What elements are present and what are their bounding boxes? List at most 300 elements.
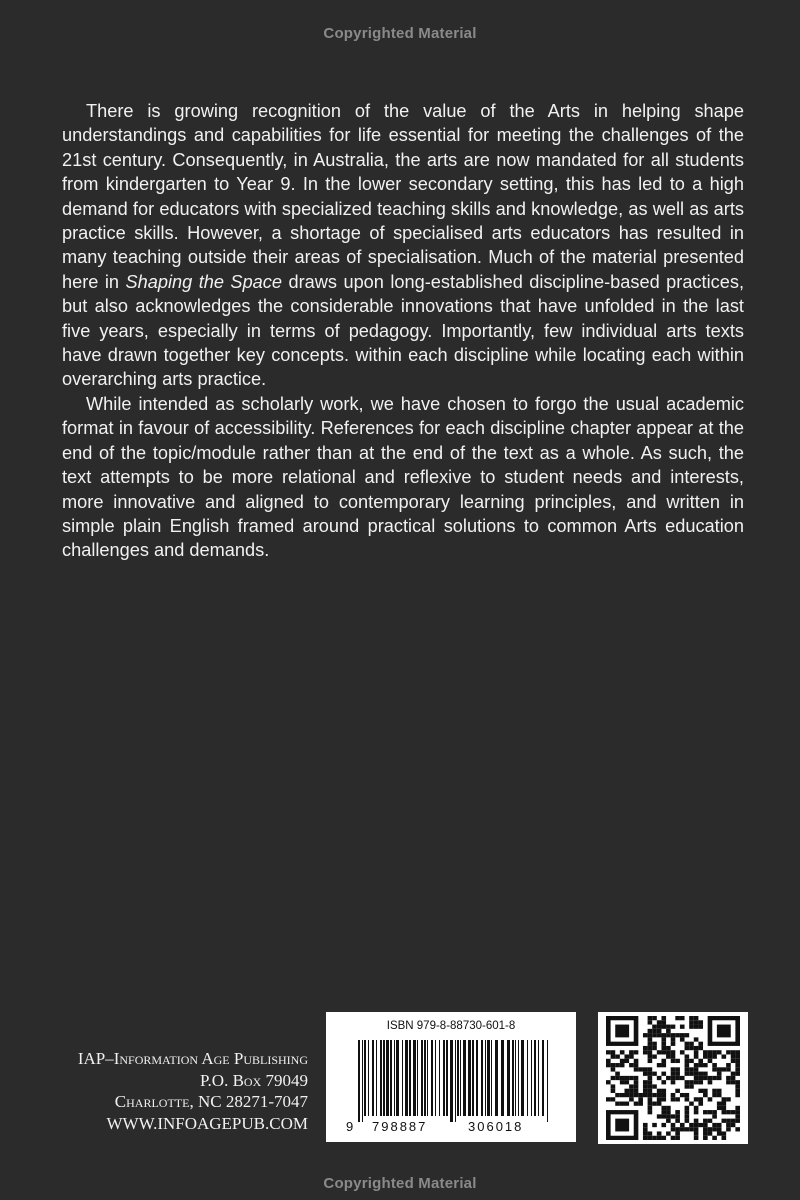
qr-module xyxy=(694,1080,699,1084)
qr-module xyxy=(712,1114,717,1118)
barcode-bar xyxy=(476,1040,478,1116)
qr-module xyxy=(685,1106,690,1110)
barcode-bar xyxy=(362,1040,363,1122)
qr-module xyxy=(685,1080,690,1084)
qr-module xyxy=(685,1054,690,1058)
qr-module xyxy=(685,1059,690,1063)
barcode-bar xyxy=(481,1040,483,1116)
qr-module xyxy=(620,1080,625,1084)
isbn-label: ISBN 979-8-88730-601-8 xyxy=(386,1020,516,1032)
qr-module xyxy=(606,1063,611,1067)
qr-module xyxy=(675,1033,680,1037)
qr-module xyxy=(735,1072,740,1076)
qr-module xyxy=(661,1106,666,1110)
qr-module xyxy=(652,1029,657,1033)
qr-module xyxy=(666,1046,671,1050)
qr-module xyxy=(648,1089,653,1093)
qr-module xyxy=(634,1089,639,1093)
qr-module xyxy=(666,1131,671,1135)
qr-module xyxy=(694,1037,699,1041)
qr-module xyxy=(657,1131,662,1135)
qr-module xyxy=(648,1067,653,1071)
qr-module xyxy=(708,1080,713,1084)
qr-module xyxy=(666,1119,671,1123)
barcode-bar xyxy=(468,1040,471,1116)
qr-module xyxy=(648,1131,653,1135)
qr-module xyxy=(722,1110,727,1114)
qr-module xyxy=(717,1089,722,1093)
qr-module xyxy=(726,1119,731,1123)
qr-module xyxy=(648,1059,653,1063)
qr-module xyxy=(643,1050,648,1054)
qr-module xyxy=(735,1114,740,1118)
qr-module xyxy=(666,1076,671,1080)
qr-module xyxy=(648,1072,653,1076)
qr-module xyxy=(689,1067,694,1071)
qr-module xyxy=(675,1127,680,1131)
barcode-bar xyxy=(446,1040,448,1116)
qr-module xyxy=(689,1123,694,1127)
qr-module xyxy=(648,1080,653,1084)
qr-module xyxy=(629,1050,634,1054)
qr-module xyxy=(685,1084,690,1088)
qr-module xyxy=(680,1050,685,1054)
qr-module xyxy=(731,1059,736,1063)
qr-module xyxy=(708,1110,713,1114)
blurb-paragraph-2: While intended as scholarly work, we have chosen to forgo the usual academic format in favour of accessibility. References for each discipline chapter appear at the end of the topic/module rather than at the end of the text as a whole. As such, the text attempts to be more relational and reflexive to student needs and interests, more innovative and aligned to contemporary learning principles, and written in simple plain English framed around practical solutions to common Arts education challenges and demands. xyxy=(62,393,744,561)
qr-module xyxy=(680,1016,685,1020)
qr-module xyxy=(694,1067,699,1071)
qr-module xyxy=(624,1089,629,1093)
qr-module xyxy=(703,1076,708,1080)
qr-module xyxy=(735,1084,740,1088)
qr-module xyxy=(648,1084,653,1088)
qr-module xyxy=(661,1059,666,1063)
qr-module xyxy=(717,1025,731,1038)
qr-module xyxy=(624,1093,629,1097)
qr-module xyxy=(685,1119,690,1123)
qr-module xyxy=(648,1037,653,1041)
qr-module xyxy=(661,1063,666,1067)
qr-module xyxy=(689,1080,694,1084)
qr-module xyxy=(717,1106,722,1110)
qr-module xyxy=(703,1127,708,1131)
qr-module xyxy=(703,1063,708,1067)
qr-module xyxy=(703,1050,708,1054)
barcode-bar xyxy=(512,1040,514,1116)
qr-module xyxy=(717,1050,722,1054)
qr-module xyxy=(652,1025,657,1029)
qr-module xyxy=(722,1131,727,1135)
qr-module xyxy=(717,1131,722,1135)
qr-module xyxy=(694,1127,699,1131)
qr-module xyxy=(652,1042,657,1046)
qr-module xyxy=(648,1093,653,1097)
qr-module xyxy=(717,1102,722,1106)
qr-module xyxy=(735,1080,740,1084)
qr-module xyxy=(671,1097,676,1101)
qr-module xyxy=(629,1054,634,1058)
qr-module xyxy=(698,1046,703,1050)
qr-module xyxy=(661,1033,666,1037)
qr-module xyxy=(708,1050,713,1054)
qr-module xyxy=(675,1097,680,1101)
qr-module xyxy=(689,1042,694,1046)
barcode-bar xyxy=(358,1040,360,1122)
qr-module xyxy=(648,1016,653,1020)
qr-module xyxy=(638,1093,643,1097)
qr-module xyxy=(606,1097,611,1101)
barcode-bar xyxy=(457,1040,459,1116)
qr-module xyxy=(722,1097,727,1101)
qr-module xyxy=(689,1072,694,1076)
qr-module xyxy=(671,1080,676,1084)
qr-module xyxy=(643,1033,648,1037)
qr-module xyxy=(671,1127,676,1131)
qr-module xyxy=(675,1072,680,1076)
qr-module xyxy=(685,1046,690,1050)
qr-module xyxy=(671,1136,676,1140)
qr-module xyxy=(694,1106,699,1110)
publisher-website: WWW.INFOAGEPUB.COM xyxy=(106,1113,308,1133)
qr-module xyxy=(712,1076,717,1080)
qr-module xyxy=(643,1127,648,1131)
barcode-bar xyxy=(424,1040,426,1116)
qr-module xyxy=(685,1127,690,1131)
barcode-bar xyxy=(515,1040,516,1116)
barcode-bar xyxy=(417,1040,418,1116)
qr-module xyxy=(731,1072,736,1076)
qr-module xyxy=(708,1131,713,1135)
qr-module xyxy=(615,1025,629,1038)
qr-module xyxy=(708,1059,713,1063)
qr-module xyxy=(712,1067,717,1071)
qr-module xyxy=(722,1067,727,1071)
qr-code xyxy=(598,1012,748,1144)
qr-module xyxy=(615,1076,620,1080)
qr-module xyxy=(722,1119,727,1123)
barcode-bar xyxy=(396,1040,399,1116)
qr-module xyxy=(735,1063,740,1067)
qr-module xyxy=(666,1110,671,1114)
qr-module xyxy=(671,1033,676,1037)
qr-module xyxy=(620,1050,625,1054)
qr-module xyxy=(624,1076,629,1080)
qr-module xyxy=(657,1050,662,1054)
qr-module xyxy=(703,1123,708,1127)
qr-module xyxy=(606,1059,611,1063)
qr-module xyxy=(717,1123,722,1127)
qr-module xyxy=(735,1089,740,1093)
qr-module xyxy=(643,1123,648,1127)
qr-module xyxy=(703,1054,708,1058)
qr-module xyxy=(694,1046,699,1050)
qr-module xyxy=(611,1084,616,1088)
qr-module xyxy=(694,1063,699,1067)
qr-module xyxy=(629,1089,634,1093)
qr-module xyxy=(643,1080,648,1084)
qr-module xyxy=(657,1020,662,1024)
qr-module xyxy=(694,1016,699,1020)
copyright-watermark-top: Copyrighted Material xyxy=(323,25,477,42)
qr-module xyxy=(657,1093,662,1097)
qr-module xyxy=(712,1054,717,1058)
qr-module xyxy=(685,1110,690,1114)
qr-module xyxy=(648,1102,653,1106)
qr-module xyxy=(735,1110,740,1114)
qr-module xyxy=(712,1093,717,1097)
barcode-bar xyxy=(431,1040,433,1116)
barcode-bar xyxy=(507,1040,510,1116)
qr-module xyxy=(712,1089,717,1093)
qr-module xyxy=(712,1063,717,1067)
qr-module xyxy=(657,1029,662,1033)
barcode-bar xyxy=(386,1040,389,1116)
qr-module xyxy=(726,1080,731,1084)
qr-module xyxy=(735,1106,740,1110)
qr-module xyxy=(643,1084,648,1088)
qr-module xyxy=(661,1097,666,1101)
qr-module xyxy=(708,1127,713,1131)
qr-module xyxy=(629,1093,634,1097)
qr-module xyxy=(661,1072,666,1076)
qr-module xyxy=(735,1054,740,1058)
qr-module xyxy=(648,1110,653,1114)
qr-module xyxy=(726,1063,731,1067)
qr-module xyxy=(694,1072,699,1076)
qr-module xyxy=(643,1136,648,1140)
barcode-bar xyxy=(472,1040,474,1116)
qr-module xyxy=(652,1102,657,1106)
qr-module xyxy=(648,1050,653,1054)
qr-module xyxy=(694,1097,699,1101)
qr-module xyxy=(703,1110,708,1114)
blurb-paragraph-1 xyxy=(62,99,744,392)
qr-module xyxy=(661,1093,666,1097)
qr-module xyxy=(680,1127,685,1131)
qr-module xyxy=(648,1020,653,1024)
qr-module xyxy=(648,1097,653,1101)
qr-module xyxy=(671,1042,676,1046)
qr-module xyxy=(652,1033,657,1037)
qr-module xyxy=(652,1054,657,1058)
qr-module xyxy=(698,1025,703,1029)
qr-module xyxy=(615,1063,620,1067)
publisher-city: Charlotte, NC 28271-7047 xyxy=(114,1092,308,1111)
qr-module xyxy=(657,1136,662,1140)
qr-module xyxy=(615,1072,620,1076)
qr-module xyxy=(643,1093,648,1097)
isbn-digits-left: 798887 xyxy=(372,1119,428,1134)
barcode-bar xyxy=(383,1040,385,1116)
qr-code-graphic xyxy=(606,1016,740,1140)
qr-module xyxy=(666,1106,671,1110)
qr-module xyxy=(703,1131,708,1135)
qr-module xyxy=(717,1076,722,1080)
qr-module xyxy=(698,1072,703,1076)
qr-module xyxy=(731,1119,736,1123)
qr-module xyxy=(657,1114,662,1118)
qr-module xyxy=(675,1059,680,1063)
qr-module xyxy=(671,1072,676,1076)
qr-module xyxy=(657,1076,662,1080)
qr-module xyxy=(694,1025,699,1029)
qr-module xyxy=(675,1119,680,1123)
qr-module xyxy=(657,1033,662,1037)
qr-module xyxy=(698,1080,703,1084)
qr-module xyxy=(606,1080,611,1084)
barcode-bar xyxy=(495,1040,498,1116)
qr-module xyxy=(694,1110,699,1114)
qr-module xyxy=(652,1046,657,1050)
qr-module xyxy=(689,1084,694,1088)
barcode-bar xyxy=(547,1040,548,1122)
barcode-bar xyxy=(413,1040,416,1116)
qr-module xyxy=(680,1123,685,1127)
qr-module xyxy=(675,1114,680,1118)
barcode-bar xyxy=(443,1040,445,1116)
qr-module xyxy=(685,1063,690,1067)
qr-module xyxy=(689,1020,694,1024)
qr-module xyxy=(698,1089,703,1093)
qr-module xyxy=(722,1054,727,1058)
qr-module xyxy=(703,1093,708,1097)
qr-module xyxy=(648,1046,653,1050)
qr-module xyxy=(731,1054,736,1058)
qr-module xyxy=(666,1114,671,1118)
qr-module xyxy=(638,1097,643,1101)
qr-module xyxy=(703,1089,708,1093)
qr-module xyxy=(634,1050,639,1054)
qr-module xyxy=(717,1067,722,1071)
barcode-bar xyxy=(405,1040,408,1116)
qr-module xyxy=(675,1136,680,1140)
barcode-bar xyxy=(421,1040,423,1116)
qr-module xyxy=(685,1072,690,1076)
qr-module xyxy=(624,1054,629,1058)
qr-module xyxy=(708,1097,713,1101)
back-cover-blurb xyxy=(62,99,744,563)
barcode-bar xyxy=(409,1040,411,1116)
qr-module xyxy=(615,1102,620,1106)
qr-module xyxy=(634,1076,639,1080)
qr-module xyxy=(661,1089,666,1093)
qr-module xyxy=(634,1093,639,1097)
blurb-p1-end: draws upon long-established discipline-based practices, but also acknowledges the considerable innovations that have unfolded in the last five years, especially in terms of pedagogy. Importantly, few individual arts texts have drawn together key concepts. within each discipline while locating each within overarching arts practice. xyxy=(62,271,744,390)
qr-module xyxy=(666,1033,671,1037)
copyright-watermark-bottom: Copyrighted Material xyxy=(323,1175,477,1192)
qr-module xyxy=(620,1093,625,1097)
qr-module xyxy=(620,1102,625,1106)
qr-module xyxy=(671,1025,676,1029)
qr-module xyxy=(634,1067,639,1071)
qr-module xyxy=(661,1046,666,1050)
qr-module xyxy=(671,1067,676,1071)
qr-module xyxy=(675,1089,680,1093)
qr-module xyxy=(661,1136,666,1140)
qr-module xyxy=(611,1063,616,1067)
barcode-bar xyxy=(518,1040,519,1116)
qr-module xyxy=(680,1076,685,1080)
qr-module xyxy=(629,1084,634,1088)
qr-module xyxy=(624,1102,629,1106)
qr-module xyxy=(726,1076,731,1080)
barcode-bar xyxy=(450,1040,453,1122)
qr-module xyxy=(624,1059,629,1063)
qr-module xyxy=(708,1054,713,1058)
qr-module xyxy=(675,1067,680,1071)
qr-module xyxy=(698,1076,703,1080)
qr-module xyxy=(657,1102,662,1106)
qr-module xyxy=(685,1097,690,1101)
qr-module xyxy=(689,1102,694,1106)
barcode-bar xyxy=(455,1040,456,1122)
qr-module xyxy=(648,1029,653,1033)
qr-module xyxy=(661,1037,666,1041)
qr-module xyxy=(661,1025,666,1029)
isbn-barcode xyxy=(326,1012,576,1142)
qr-module xyxy=(698,1020,703,1024)
qr-module xyxy=(735,1127,740,1131)
qr-module xyxy=(671,1050,676,1054)
qr-module xyxy=(726,1067,731,1071)
qr-module xyxy=(657,1025,662,1029)
qr-module xyxy=(643,1131,648,1135)
qr-module xyxy=(726,1050,731,1054)
qr-module xyxy=(703,1119,708,1123)
qr-module xyxy=(703,1072,708,1076)
qr-module xyxy=(685,1033,690,1037)
barcode-bar xyxy=(390,1040,392,1116)
qr-module xyxy=(735,1119,740,1123)
isbn-digits-right: 306018 xyxy=(468,1119,524,1134)
qr-module xyxy=(666,1054,671,1058)
qr-module xyxy=(694,1054,699,1058)
qr-module xyxy=(671,1076,676,1080)
qr-module xyxy=(643,1089,648,1093)
qr-module xyxy=(624,1080,629,1084)
qr-module xyxy=(717,1093,722,1097)
publisher-name: IAP–Information Age Publishing xyxy=(77,1049,308,1068)
qr-module xyxy=(643,1067,648,1071)
barcode-bar xyxy=(376,1040,377,1116)
qr-module xyxy=(712,1127,717,1131)
qr-module xyxy=(671,1123,676,1127)
qr-module xyxy=(694,1123,699,1127)
qr-module xyxy=(615,1054,620,1058)
qr-module xyxy=(675,1076,680,1080)
qr-module xyxy=(689,1059,694,1063)
qr-module xyxy=(611,1097,616,1101)
qr-module xyxy=(634,1102,639,1106)
qr-module xyxy=(606,1050,611,1054)
qr-module xyxy=(675,1016,680,1020)
qr-module xyxy=(652,1123,657,1127)
barcode-bar xyxy=(501,1040,504,1116)
qr-module xyxy=(717,1072,722,1076)
qr-module xyxy=(661,1123,666,1127)
qr-module xyxy=(652,1016,657,1020)
qr-module xyxy=(735,1093,740,1097)
qr-module xyxy=(712,1123,717,1127)
barcode-bar xyxy=(364,1040,366,1116)
qr-module xyxy=(726,1110,731,1114)
qr-module xyxy=(703,1136,708,1140)
barcode-bar xyxy=(427,1040,428,1116)
qr-module xyxy=(685,1042,690,1046)
blurb-p1-start: There is growing recognition of the value of the Arts in helping shape understandings and capabilities for life essential for meeting the challenges of the 21st century. Consequently, in Australia, the arts are now mandated for all students from kindergarten to Year 9. In the lower secondary setting, this has led to a high demand for educators with specialized teaching skills and knowledge, as well as arts practice skills. However, a shortage of specialised arts educators has resulted in many teaching outside their areas of specialisation. Much of the material presented here in xyxy=(62,101,744,292)
qr-module xyxy=(722,1102,727,1106)
